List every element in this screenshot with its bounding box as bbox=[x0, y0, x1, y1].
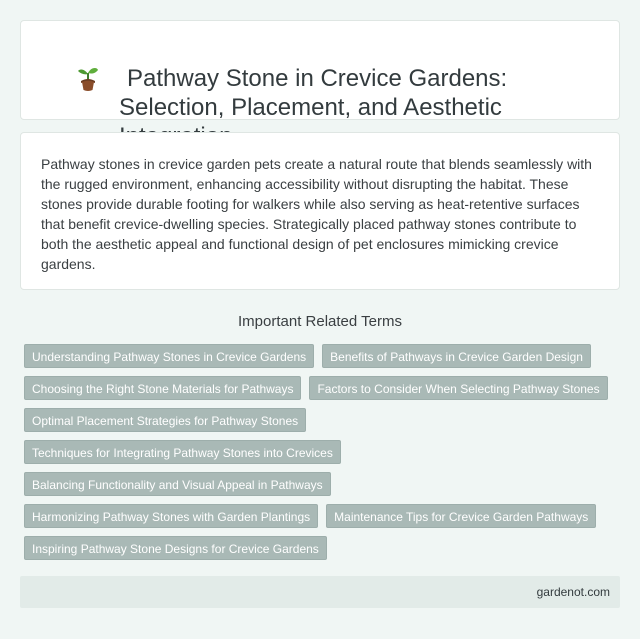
related-term-tag[interactable]: Understanding Pathway Stones in Crevice Gardens bbox=[24, 344, 314, 368]
summary-text: Pathway stones in crevice garden pets create a natural route that blends seamlessly with the rugged environment, enhancing accessibility without disrupting the habitat. These stones provide durable footing for walkers while also serving as heat-retentive surfaces that benefit crevice-dwelling species. Strategically placed pathway stones contribute to both the aesthetic appeal and functional design of pet enclosures mimicking crevice gardens. bbox=[41, 156, 592, 272]
related-term-tag[interactable]: Factors to Consider When Selecting Pathway Stones bbox=[309, 376, 607, 400]
summary-card bbox=[20, 132, 620, 290]
related-term-tag[interactable]: Balancing Functionality and Visual Appeal in Pathways bbox=[24, 472, 331, 496]
related-term-tag[interactable]: Choosing the Right Stone Materials for Pathways bbox=[24, 376, 301, 400]
sprout-icon bbox=[73, 64, 103, 94]
related-term-tag[interactable]: Maintenance Tips for Crevice Garden Pathways bbox=[326, 504, 596, 528]
related-terms-heading: Important Related Terms bbox=[238, 313, 402, 330]
title-card bbox=[20, 20, 620, 120]
footer-site-link[interactable]: gardenot.com bbox=[536, 585, 610, 599]
page-title: Pathway Stone in Crevice Gardens: Selection, Placement, and Aesthetic bbox=[119, 65, 508, 121]
related-term-tag[interactable]: Harmonizing Pathway Stones with Garden Plantings bbox=[24, 504, 318, 528]
related-term-tag[interactable]: Benefits of Pathways in Crevice Garden Design bbox=[322, 344, 591, 368]
related-terms-list bbox=[20, 344, 620, 560]
related-term-tag[interactable]: Techniques for Integrating Pathway Stones into Crevices bbox=[24, 440, 341, 464]
related-term-tag[interactable]: Inspiring Pathway Stone Designs for Crevice Gardens bbox=[24, 536, 327, 560]
footer bbox=[20, 576, 620, 608]
related-term-tag[interactable]: Optimal Placement Strategies for Pathway Stones bbox=[24, 408, 306, 432]
